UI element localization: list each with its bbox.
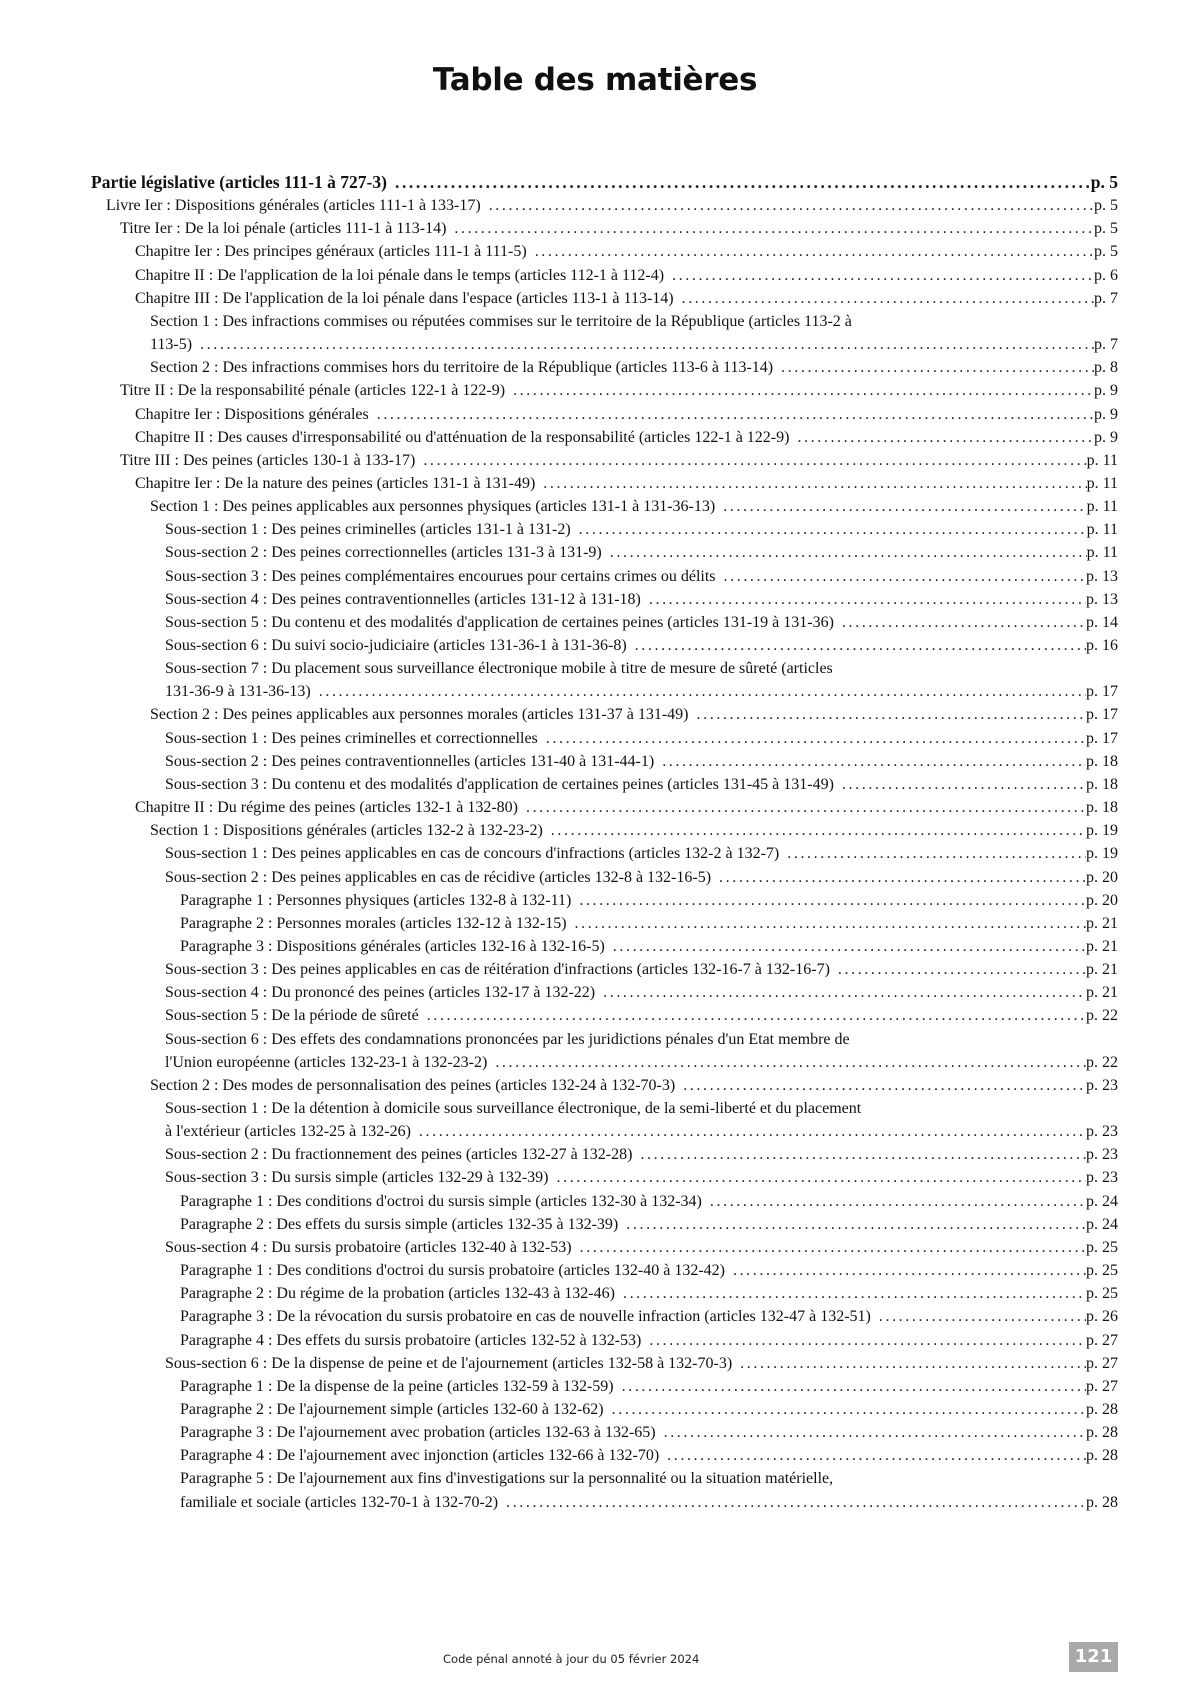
toc-entry-page: p. 18 — [1086, 752, 1118, 770]
dot-leader — [789, 425, 1094, 450]
toc-entry-title: Paragraphe 4 : Des effets du sursis probatoire (articles 132-52 à 132-53) — [180, 1331, 642, 1349]
toc-entry-title: Paragraphe 2 : Des effets du sursis simple (articles 132-35 à 132-39) — [180, 1215, 619, 1233]
toc-entry-page: p. 5 — [1094, 243, 1118, 261]
toc-entry-page: p. 20 — [1086, 891, 1118, 909]
dot-leader — [702, 1189, 1086, 1214]
toc-entry-title: Chapitre Ier : De la nature des peines (articles 131-1 à 131-49) — [135, 474, 536, 492]
toc-entry-title: Chapitre III : De l'application de la loi pénale dans l'espace (articles 113-1 à 113-14) — [135, 289, 674, 307]
toc-entry-title: Sous-section 6 : De la dispense de peine et de l'ajournement (articles 132-58 à 132-70-3) — [165, 1354, 733, 1372]
dot-leader — [711, 865, 1086, 890]
toc-entry-page: p. 9 — [1094, 405, 1118, 423]
toc-entry-title: Section 1 : Des peines applicables aux personnes physiques (articles 131-1 à 131-36-13) — [150, 498, 716, 516]
dot-leader — [538, 726, 1086, 751]
dot-leader — [715, 494, 1086, 519]
dot-leader — [446, 216, 1094, 241]
toc-entry-page: p. 21 — [1086, 937, 1118, 955]
toc-entry-title: 113-5) — [150, 336, 193, 354]
toc-entry-title: à l'extérieur (articles 132-25 à 132-26) — [165, 1123, 411, 1141]
toc-entry-title: Chapitre II : Des causes d'irresponsabilité ou d'atténuation de la responsabilité (articles 122-1 à 122-9) — [135, 428, 790, 446]
toc-entry-page: p. 16 — [1086, 637, 1118, 654]
dot-leader — [605, 934, 1086, 959]
toc-entry-title: Paragraphe 3 : Dispositions générales (articles 132-16 à 132-16-5) — [180, 937, 605, 955]
toc-entry-page: p. 8 — [1094, 359, 1118, 377]
toc-entry-title: Sous-section 1 : Des peines applicables en cas de concours d'infractions (articles 132-2 à 132-7) — [165, 845, 780, 863]
toc-entry-page: p. 24 — [1086, 1215, 1118, 1233]
dot-leader — [604, 1397, 1086, 1422]
dot-leader — [311, 679, 1086, 704]
toc-entry-page: p. 23 — [1086, 1076, 1118, 1094]
toc-entry-title: Chapitre Ier : Des principes généraux (articles 111-1 à 111-5) — [135, 243, 527, 261]
toc-entry-title: Section 1 : Dispositions générales (articles 132-2 à 132-23-2) — [150, 822, 543, 840]
toc-entry-title: Sous-section 1 : De la détention à domicile sous surveillance électronique, de la semi-liberté et du placement — [165, 1100, 862, 1117]
toc-entry-page: p. 28 — [1086, 1400, 1118, 1418]
dot-leader — [415, 448, 1086, 473]
toc-entry-title: Sous-section 3 : Des peines complémentaires encourues pour certains crimes ou délits — [165, 567, 716, 585]
toc-entry-title: Partie législative (articles 111-1 à 727-3) — [91, 172, 387, 192]
toc-entry-page: p. 7 — [1094, 336, 1118, 354]
toc-entry-page: p. 21 — [1086, 961, 1118, 979]
toc-entry-title: Sous-section 3 : Du contenu et des modalités d'application de certaines peines (articles 131-45 à 131-49) — [165, 775, 834, 793]
toc-entry-title: Titre Ier : De la loi pénale (articles 111-1 à 113-14) — [120, 220, 447, 238]
dot-leader — [725, 1258, 1086, 1283]
dot-leader — [779, 841, 1086, 866]
toc-entry-page: p. 6 — [1094, 266, 1118, 284]
toc-entry-title: Chapitre II : Du régime des peines (articles 132-1 à 132-80) — [135, 799, 518, 817]
page-title: Table des matières — [432, 62, 758, 98]
toc-entry-title: Sous-section 5 : Du contenu et des modalités d'application de certaines peines (articles 131-19 à 131-36) — [165, 613, 834, 631]
dot-leader — [419, 1003, 1086, 1028]
dot-leader — [641, 1328, 1086, 1353]
dot-leader — [571, 888, 1086, 913]
dot-leader — [773, 355, 1094, 380]
dot-leader — [595, 980, 1086, 1005]
dot-leader — [602, 540, 1087, 565]
toc-entry-title: Paragraphe 3 : De l'ajournement avec probation (articles 132-63 à 132-65) — [180, 1424, 656, 1442]
toc-entry-title: Sous-section 2 : Du fractionnement des peines (articles 132-27 à 132-28) — [165, 1146, 633, 1164]
toc-entry-title: Sous-section 2 : Des peines correctionnelles (articles 131-3 à 131-9) — [165, 544, 602, 562]
toc-entry-title: Paragraphe 1 : Des conditions d'octroi du sursis simple (articles 132-30 à 132-34) — [180, 1192, 702, 1210]
toc-entry-page: p. 22 — [1086, 1007, 1118, 1025]
toc-entry-title: Section 2 : Des modes de personnalisation des peines (articles 132-24 à 132-70-3) — [150, 1076, 676, 1094]
toc-entry-title: Sous-section 6 : Des effets des condamnations prononcées par les juridictions pénales d'un Etat membre de — [165, 1030, 850, 1048]
dot-leader — [369, 402, 1094, 427]
footer-text: Code pénal annoté à jour du 05 février 2024 — [443, 1652, 700, 1666]
toc-entry-page: p. 21 — [1086, 984, 1118, 1002]
dot-leader — [871, 1304, 1086, 1329]
dot-leader — [834, 610, 1086, 635]
dot-leader — [664, 263, 1094, 288]
toc-entry-title: Sous-section 1 : Des peines criminelles (articles 131-1 à 131-2) — [165, 521, 571, 539]
toc-entry-page: p. 11 — [1086, 521, 1118, 539]
toc-entry-title: Sous-section 4 : Du prononcé des peines (articles 132-17 à 132-22) — [165, 984, 596, 1002]
dot-leader — [627, 633, 1086, 658]
toc-entry-page: p. 17 — [1086, 729, 1118, 747]
dot-leader — [632, 1142, 1086, 1167]
toc-entry-page: p. 17 — [1086, 683, 1118, 701]
toc-entry-title: Sous-section 4 : Des peines contraventionnelles (articles 131-12 à 131-18) — [165, 590, 641, 608]
toc-entry-page: p. 28 — [1086, 1447, 1118, 1465]
toc-entry-page: p. 5 — [1094, 197, 1118, 215]
toc-entry-title: Paragraphe 4 : De l'ajournement avec injonction (articles 132-66 à 132-70) — [180, 1447, 660, 1465]
toc-entry-page: p. 26 — [1086, 1308, 1118, 1326]
toc-entry-page: p. 13 — [1086, 567, 1118, 585]
dot-leader — [830, 957, 1086, 982]
dot-leader — [518, 795, 1086, 820]
toc-entry-title: Sous-section 2 : Des peines contraventionnelles (articles 131-40 à 131-44-1) — [165, 752, 655, 770]
dot-leader — [572, 1235, 1086, 1260]
dot-leader — [641, 587, 1086, 612]
dot-leader — [411, 1119, 1086, 1144]
toc-entry-page: p. 18 — [1086, 775, 1118, 793]
toc-entry-title: Paragraphe 2 : Du régime de la probation (articles 132-43 à 132-46) — [180, 1285, 615, 1303]
dot-leader — [656, 1420, 1086, 1445]
toc-entry-page: p. 27 — [1086, 1377, 1118, 1395]
toc-entry-title: Sous-section 3 : Du sursis simple (articles 132-29 à 132-39) — [165, 1169, 549, 1187]
toc-entry-page: p. 28 — [1086, 1424, 1118, 1442]
toc-entry-title: Titre III : Des peines (articles 130-1 à 133-17) — [120, 451, 416, 469]
toc-entry-title: Titre II : De la responsabilité pénale (articles 122-1 à 122-9) — [120, 382, 506, 400]
toc-entry-page: p. 19 — [1086, 845, 1118, 863]
toc-entry-title: Livre Ier : Dispositions générales (articles 111-1 à 133-17) — [106, 197, 481, 215]
toc-entry-page: p. 21 — [1086, 914, 1118, 932]
toc-entry-page: p. 20 — [1086, 868, 1118, 886]
toc-entry-title: Section 2 : Des infractions commises hors du territoire de la République (articles 113-6 à 113-14) — [150, 359, 774, 377]
toc-entry-page: p. 5 — [1090, 172, 1118, 192]
toc-entry-page: p. 25 — [1086, 1262, 1118, 1280]
dot-leader — [505, 378, 1094, 403]
dot-leader — [615, 1281, 1086, 1306]
dot-leader — [675, 1073, 1086, 1098]
dot-leader — [192, 332, 1094, 357]
dot-leader — [614, 1374, 1086, 1399]
page-number-badge: 121 — [1069, 1642, 1118, 1672]
dot-leader — [659, 1443, 1086, 1468]
toc-entry-title: Paragraphe 1 : De la dispense de la peine (articles 132-59 à 132-59) — [180, 1377, 614, 1395]
dot-leader — [834, 772, 1086, 797]
toc-entry-title: Sous-section 2 : Des peines applicables en cas de récidive (articles 132-8 à 132-16-5) — [165, 868, 712, 886]
toc-entry-title: Section 2 : Des peines applicables aux personnes morales (articles 131-37 à 131-49) — [150, 706, 689, 724]
dot-leader — [567, 911, 1086, 936]
toc-entry-page: p. 5 — [1094, 220, 1118, 238]
toc-entry-page: p. 23 — [1086, 1169, 1118, 1187]
dot-leader — [387, 170, 1091, 195]
toc-entry-title: Sous-section 3 : Des peines applicables en cas de réitération d'infractions (articles 132-16-7 à 132-16-7) — [165, 961, 830, 979]
toc-entry-title: Chapitre II : De l'application de la loi pénale dans le temps (articles 112-1 à 112-4) — [135, 266, 665, 284]
dot-leader — [674, 286, 1094, 311]
toc-entry-page: p. 23 — [1086, 1146, 1118, 1164]
dot-leader — [571, 517, 1087, 542]
toc-entry-title: Paragraphe 5 : De l'ajournement aux fins d'investigations sur la personnalité ou la situation matérielle, — [180, 1470, 834, 1488]
toc-entry-page: p. 11 — [1086, 498, 1118, 516]
toc-entry-page: p. 19 — [1086, 822, 1118, 840]
toc-entry-title: Paragraphe 1 : Des conditions d'octroi du sursis probatoire (articles 132-40 à 132-42) — [180, 1262, 725, 1280]
toc-entry-title: Sous-section 7 : Du placement sous surveillance électronique mobile à titre de mesure de sûreté (articles — [165, 660, 833, 678]
dot-leader — [549, 1165, 1087, 1190]
toc-entry-title: Sous-section 1 : Des peines criminelles et correctionnelles — [165, 729, 538, 747]
toc-entry-title: Sous-section 4 : Du sursis probatoire (articles 132-40 à 132-53) — [165, 1238, 572, 1256]
toc-entry-page: p. 25 — [1086, 1285, 1118, 1303]
dot-leader — [535, 471, 1086, 496]
dot-leader — [689, 702, 1086, 727]
dot-leader — [498, 1490, 1086, 1515]
dot-leader — [487, 1050, 1086, 1075]
toc-entry-page: p. 22 — [1086, 1053, 1118, 1071]
toc-entry-page: p. 27 — [1086, 1354, 1118, 1372]
toc-entry-page: p. 28 — [1086, 1493, 1118, 1511]
toc-entry-page: p. 17 — [1086, 706, 1118, 724]
toc-entry-title: 131-36-9 à 131-36-13) — [165, 683, 311, 701]
toc-entry-page: p. 11 — [1086, 474, 1118, 492]
toc-entry-title: Paragraphe 2 : De l'ajournement simple (articles 132-60 à 132-62) — [180, 1400, 604, 1418]
toc-entry-page: p. 7 — [1094, 289, 1118, 307]
dot-leader — [543, 818, 1086, 843]
toc-entry-page: p. 11 — [1086, 544, 1118, 562]
toc-entry-title: l'Union européenne (articles 132-23-1 à 132-23-2) — [165, 1053, 488, 1071]
toc-entry-page: p. 11 — [1086, 451, 1118, 469]
toc-entry-page: p. 24 — [1086, 1192, 1118, 1210]
toc-entry-page: p. 9 — [1094, 428, 1118, 446]
toc-entry-title: familiale et sociale (articles 132-70-1 à 132-70-2) — [180, 1493, 499, 1511]
dot-leader — [732, 1351, 1086, 1376]
toc-entry-title: Sous-section 5 : De la période de sûreté — [165, 1007, 419, 1025]
toc-entry-page: p. 27 — [1086, 1331, 1118, 1349]
dot-leader — [716, 564, 1086, 589]
toc-entry-title: Chapitre Ier : Dispositions générales — [135, 405, 369, 423]
dot-leader — [654, 749, 1086, 774]
toc-entry-page: p. 13 — [1086, 590, 1118, 608]
toc-entry-page: p. 14 — [1086, 613, 1118, 631]
toc-entry-page: p. 23 — [1086, 1123, 1118, 1141]
dot-leader — [618, 1212, 1086, 1237]
toc-entry-title: Paragraphe 3 : De la révocation du sursis probatoire en cas de nouvelle infraction (articles 132-47 à 132-51) — [180, 1308, 871, 1326]
dot-leader — [527, 239, 1094, 264]
toc-entry-title: Paragraphe 1 : Personnes physiques (articles 132-8 à 132-11) — [180, 891, 572, 909]
toc-entry-title: Sous-section 6 : Du suivi socio-judiciaire (articles 131-36-1 à 131-36-8) — [165, 637, 627, 654]
toc-entry-title: Section 1 : Des infractions commises ou réputées commises sur le territoire de la République (articles 113-2 à — [150, 312, 852, 330]
toc-entry-page: p. 9 — [1094, 382, 1118, 400]
toc-entry-page: p. 18 — [1086, 799, 1118, 817]
toc-entry-title: Paragraphe 2 : Personnes morales (articles 132-12 à 132-15) — [180, 914, 567, 932]
dot-leader — [481, 193, 1094, 218]
toc-entry-page: p. 25 — [1086, 1238, 1118, 1256]
